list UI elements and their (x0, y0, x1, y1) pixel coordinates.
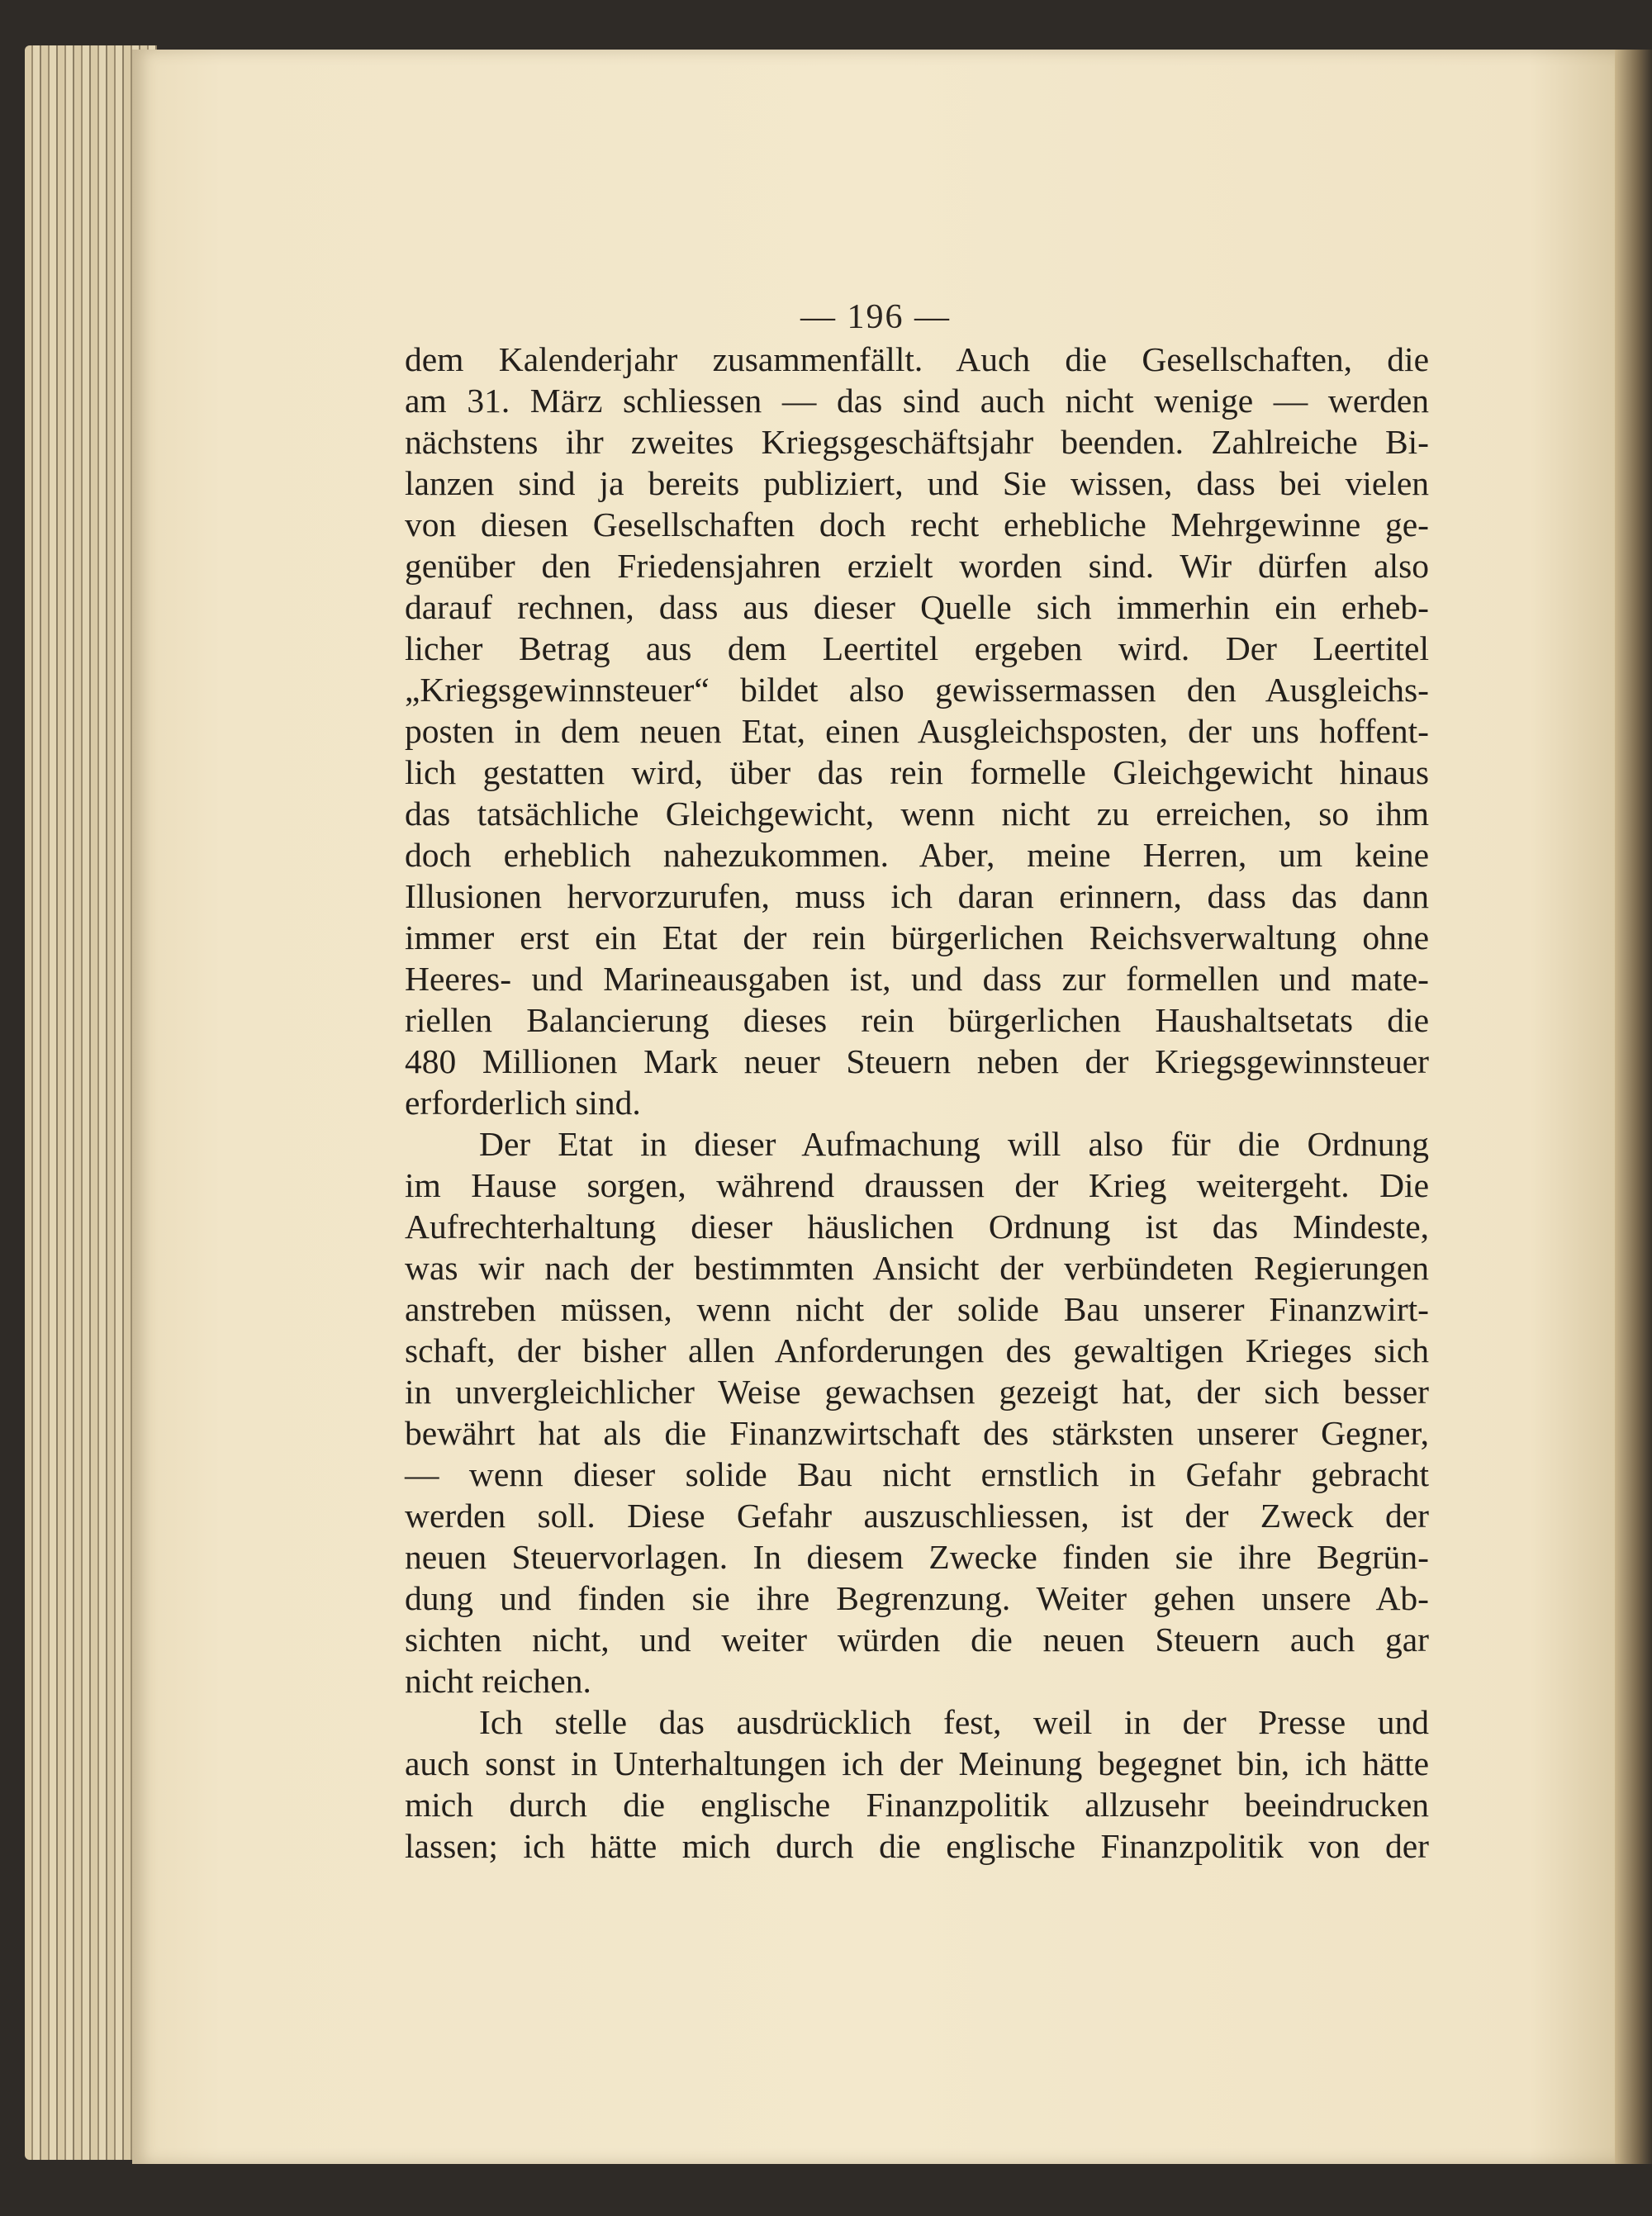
text-line: riellen Balancierung dieses rein bürgerlichen Haushaltsetats die (405, 1001, 1429, 1039)
text-line: darauf rechnen, dass aus dieser Quelle sich immerhin ein erheb- (405, 588, 1429, 626)
text-line: sichten nicht, und weiter würden die neuen Steuern auch gar (405, 1620, 1429, 1658)
text-line: dem Kalenderjahr zusammenfällt. Auch die Gesellschaften, die (405, 340, 1429, 378)
text-line: doch erheblich nahezukommen. Aber, meine Herren, um keine (405, 836, 1429, 874)
text-line: erforderlich sind. (405, 1084, 641, 1122)
text-line: Der Etat in dieser Aufmachung will also für die Ordnung (479, 1125, 1429, 1163)
text-line: bewährt hat als die Finanzwirtschaft des stärksten unserer Gegner, (405, 1414, 1429, 1452)
text-line: was wir nach der bestimmten Ansicht der verbündeten Regierungen (405, 1249, 1429, 1287)
text-line: Aufrechterhaltung dieser häuslichen Ordnung ist das Mindeste, (405, 1208, 1429, 1246)
text-line: Illusionen hervorzurufen, muss ich daran erinnern, dass das dann (405, 877, 1429, 915)
text-line: — wenn dieser solide Bau nicht ernstlich in Gefahr gebracht (405, 1455, 1429, 1493)
text-line: genüber den Friedensjahren erzielt worden sind. Wir dürfen also (405, 547, 1429, 585)
text-line: immer erst ein Etat der rein bürgerlichen Reichsverwaltung ohne (405, 918, 1429, 956)
text-line: lich gestatten wird, über das rein formelle Gleichgewicht hinaus (405, 753, 1429, 791)
book-spine-shadow (1615, 50, 1652, 2164)
text-line: posten in dem neuen Etat, einen Ausgleichsposten, der uns hoffent- (405, 712, 1429, 750)
text-line: in unvergleichlicher Weise gewachsen gezeigt hat, der sich besser (405, 1373, 1429, 1411)
text-line: das tatsächliche Gleichgewicht, wenn nicht zu erreichen, so ihm (405, 795, 1429, 833)
page-number: — 196 — (800, 298, 951, 336)
text-line: „Kriegsgewinnsteuer“ bildet also gewissermassen den Ausgleichs- (405, 671, 1429, 709)
text-line: schaft, der bisher allen Anforderungen des gewaltigen Krieges sich (405, 1331, 1429, 1369)
text-line: neuen Steuervorlagen. In diesem Zwecke finden sie ihre Begrün- (405, 1538, 1429, 1576)
text-line: licher Betrag aus dem Leertitel ergeben wird. Der Leertitel (405, 629, 1429, 667)
body-text (405, 339, 1429, 1867)
text-line: nächstens ihr zweites Kriegsgeschäftsjahr beenden. Zahlreiche Bi- (405, 423, 1429, 461)
text-line: auch sonst in Unterhaltungen ich der Meinung begegnet bin, ich hätte (405, 1744, 1429, 1782)
text-line: mich durch die englische Finanzpolitik allzusehr beeindrucken (405, 1786, 1429, 1824)
text-line: anstreben müssen, wenn nicht der solide Bau unserer Finanzwirt- (405, 1290, 1429, 1328)
text-line: von diesen Gesellschaften doch recht erhebliche Mehrgewinne ge- (405, 505, 1429, 543)
text-line: im Hause sorgen, während draussen der Krieg weitergeht. Die (405, 1166, 1429, 1204)
text-line: dung und finden sie ihre Begrenzung. Weiter gehen unsere Ab- (405, 1579, 1429, 1617)
text-line: 480 Millionen Mark neuer Steuern neben der Kriegsgewinnsteuer (405, 1042, 1429, 1080)
text-line: lanzen sind ja bereits publiziert, und Sie wissen, dass bei vielen (405, 464, 1429, 502)
text-line: am 31. März schliessen — das sind auch nicht wenige — werden (405, 382, 1429, 420)
text-line: lassen; ich hätte mich durch die englische Finanzpolitik von der (405, 1827, 1429, 1865)
text-line: Heeres- und Marineausgaben ist, und dass zur formellen und mate- (405, 960, 1429, 998)
text-line: nicht reichen. (405, 1662, 591, 1700)
text-line: werden soll. Diese Gefahr auszuschliessen, ist der Zweck der (405, 1497, 1429, 1535)
text-line: Ich stelle das ausdrücklich fest, weil in der Presse und (479, 1703, 1429, 1741)
